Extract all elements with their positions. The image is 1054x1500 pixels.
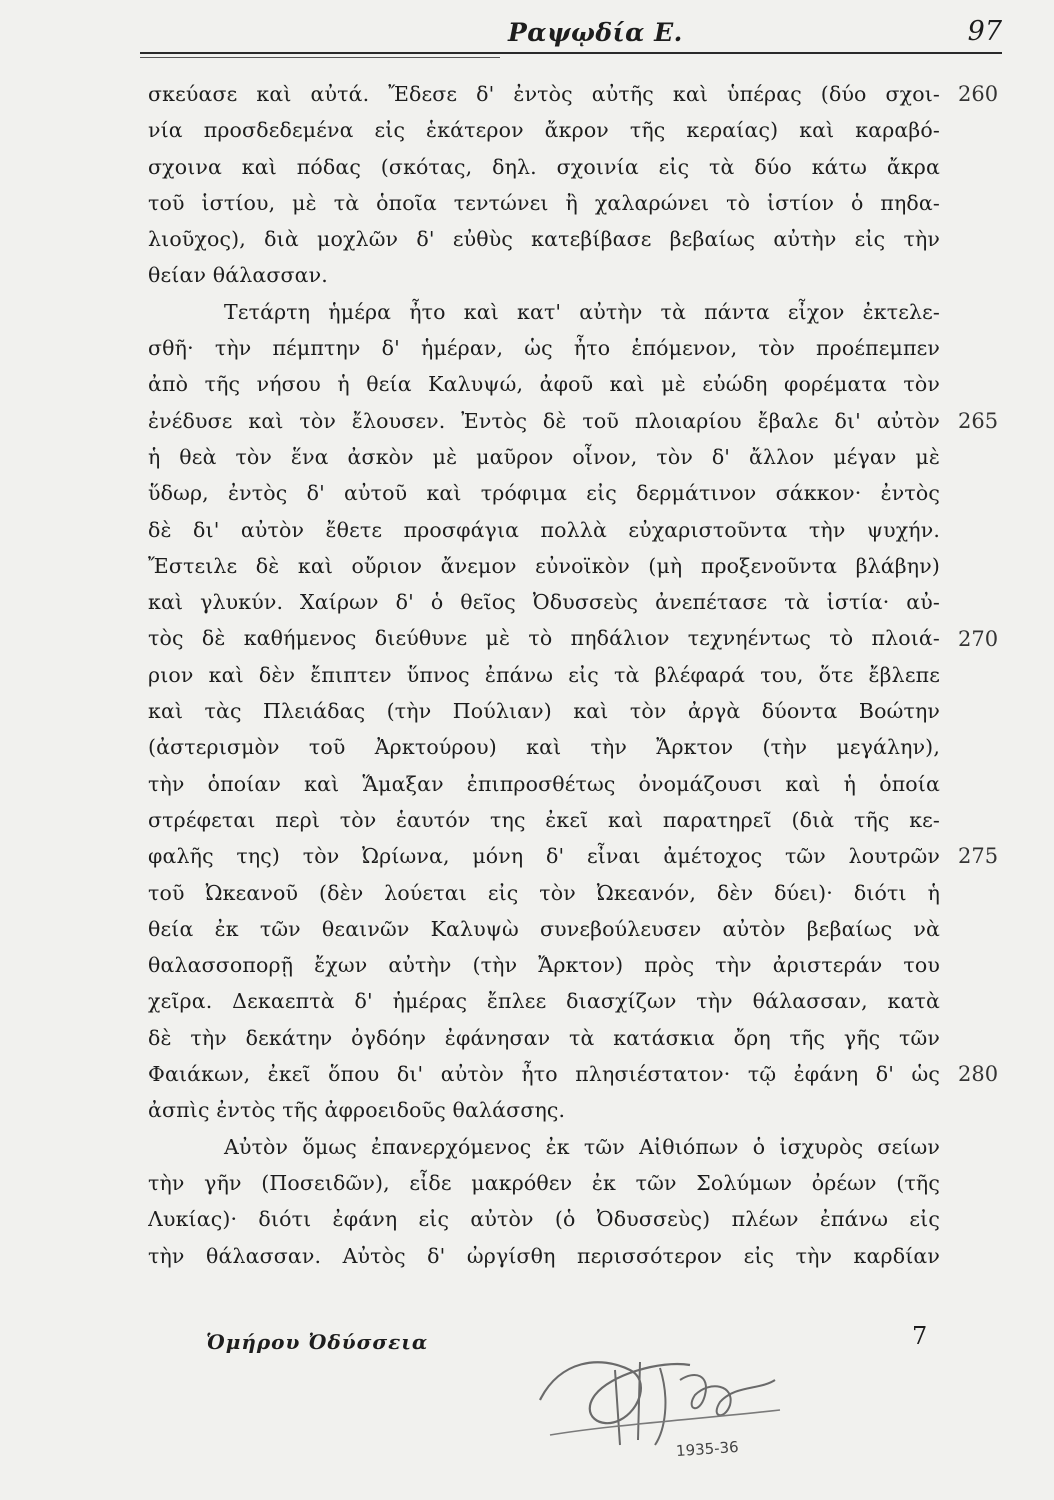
text-line: σθῆ· τὴν πέμπτην δ' ἡμέραν, ὡς ἦτο ἑπόμενον, τὸν προέπεμπεν	[148, 336, 940, 361]
text-line: τὴν ὁποίαν καὶ Ἅμαξαν ἐπιπροσθέτως ὀνομάζουσι καὶ ἡ ὁποία	[148, 771, 940, 796]
text-line: τὴν θάλασσαν. Αὐτὸς δ' ὠργίσθη περισσότερον εἰς τὴν καρδίαν	[148, 1243, 940, 1268]
text-line: στρέφεται περὶ τὸν ἑαυτόν της ἐκεῖ καὶ παρατηρεῖ (διὰ τῆς κε-	[148, 807, 940, 832]
text-line: καὶ τὰς Πλειάδας (τὴν Πούλιαν) καὶ τὸν ἀργὰ δύοντα Βοώτην	[148, 699, 940, 724]
text-line: Τετάρτη ἡμέρα ἦτο καὶ κατ' αὐτὴν τὰ πάντα εἶχον ἐκτελε-	[224, 299, 940, 324]
text-line: ἀσπὶς ἐντὸς τῆς ἀφροειδοῦς θαλάσσης.	[148, 1098, 566, 1123]
text-line: τὸς δὲ καθήμενος διεύθυνε μὲ τὸ πηδάλιον τεχνηέντως τὸ πλοιά-	[148, 626, 940, 651]
text-line: λιοῦχος), διὰ μοχλῶν δ' εὐθὺς κατεβίβασε βεβαίως αὐτὴν εἰς τὴν	[148, 227, 940, 252]
text-line: σχοινα καὶ πόδας (σκότας, δηλ. σχοινία εἰς τὰ δύο κάτω ἄκρα	[148, 154, 940, 179]
text-line: νία προσδεδεμένα εἰς ἑκάτερον ἄκρον τῆς κεραίας) καὶ καραβό-	[148, 118, 940, 143]
text-line: Αὐτὸν ὅμως ἐπανερχόμενος ἐκ τῶν Αἰθιόπων ὁ ἰσχυρὸς σείων	[224, 1134, 940, 1159]
text-line: ριον καὶ δὲν ἔπιπτεν ὕπνος ἐπάνω εἰς τὰ βλέφαρά του, ὅτε ἔβλεπε	[148, 662, 940, 687]
text-line: φαλῆς της) τὸν Ὠρίωνα, μόνη δ' εἶναι ἀμέτοχος τῶν λουτρῶν	[148, 844, 940, 869]
text-line: χεῖρα. Δεκαεπτὰ δ' ἡμέρας ἔπλεε διασχίζων τὴν θάλασσαν, κατὰ	[148, 989, 940, 1014]
text-line: θεία ἐκ τῶν θεαινῶν Καλυψὼ συνεβούλευσεν αὐτὸν βεβαίως νὰ	[148, 916, 940, 941]
text-line: Ἔστειλε δὲ καὶ οὔριον ἄνεμον εὐνοϊκὸν (μὴ προξενοῦντα βλάβην)	[148, 553, 940, 578]
verse-number: 260	[958, 82, 999, 106]
handwritten-signature-icon	[520, 1340, 820, 1460]
running-title: Ραψῳδία Ε.	[508, 18, 683, 47]
text-line: Φαιάκων, ἐκεῖ ὅπου δι' αὐτὸν ἦτο πλησιέστατον· τῷ ἐφάνη δ' ὡς	[148, 1062, 940, 1087]
text-line: θαλασσοπορῇ ἔχων αὐτὴν (τὴν Ἄρκτον) πρὸς τὴν ἀριστεράν του	[148, 953, 940, 978]
text-line: καὶ γλυκύν. Χαίρων δ' ὁ θεῖος Ὀδυσσεὺς ἀνεπέτασε τὰ ἱστία· αὐ-	[148, 590, 940, 615]
header-rule	[140, 52, 1002, 54]
page-number: 97	[967, 16, 1002, 47]
text-line: τὴν γῆν (Ποσειδῶν), εἶδε μακρόθεν ἐκ τῶν Σολύμων ὀρέων (τῆς	[148, 1170, 940, 1195]
text-line: τοῦ ἱστίου, μὲ τὰ ὁποῖα τεντώνει ἢ χαλαρώνει τὸ ἱστίον ὁ πηδα-	[148, 190, 940, 215]
verse-number: 275	[958, 844, 999, 869]
text-line: ἐνέδυσε καὶ τὸν ἔλουσεν. Ἐντὸς δὲ τοῦ πλοιαρίου ἔβαλε δι' αὐτὸν	[148, 408, 940, 433]
footer-book-title: Ὁμήρου Ὀδύσσεια	[206, 1330, 429, 1354]
text-line: Λυκίας)· διότι ἐφάνη εἰς αὐτὸν (ὁ Ὀδυσσεὺς) πλέων ἐπάνω εἰς	[148, 1207, 940, 1232]
header-rule-secondary	[140, 57, 500, 58]
verse-number: 270	[958, 626, 999, 651]
text-line: ὕδωρ, ἐντὸς δ' αὐτοῦ καὶ τρόφιμα εἰς δερμάτινον σάκκον· ἐντὸς	[148, 481, 940, 506]
verse-number: 265	[958, 408, 999, 433]
text-line: (ἀστερισμὸν τοῦ Ἀρκτούρου) καὶ τὴν Ἄρκτον (τὴν μεγάλην),	[148, 735, 940, 760]
text-line: δὲ δι' αὐτὸν ἔθετε προσφάγια πολλὰ εὐχαριστοῦντα τὴν ψυχήν.	[148, 517, 940, 542]
handwritten-year: 1935-36	[675, 1437, 740, 1461]
verse-number: 280	[958, 1062, 999, 1087]
text-line: ἡ θεὰ τὸν ἕνα ἀσκὸν μὲ μαῦρον οἶνον, τὸν δ' ἄλλον μέγαν μὲ	[148, 444, 940, 469]
text-line: σκεύασε καὶ αὐτά. Ἔδεσε δ' ἐντὸς αὐτῆς καὶ ὑπέρας (δύο σχοι-	[148, 82, 940, 106]
footer-signature-number: 7	[912, 1322, 928, 1350]
body-text	[148, 76, 940, 1274]
text-line: θείαν θάλασσαν.	[148, 263, 328, 288]
text-line: ἀπὸ τῆς νήσου ἡ θεία Καλυψώ, ἀφοῦ καὶ μὲ εὐώδη φορέματα τὸν	[148, 372, 940, 397]
text-line: τοῦ Ὠκεανοῦ (δὲν λούεται εἰς τὸν Ὠκεανόν, δὲν δύει)· διότι ἡ	[148, 880, 940, 905]
page-header	[140, 14, 1002, 54]
text-line: δὲ τὴν δεκάτην ὀγδόην ἐφάνησαν τὰ κατάσκια ὄρη τῆς γῆς τῶν	[148, 1025, 940, 1050]
